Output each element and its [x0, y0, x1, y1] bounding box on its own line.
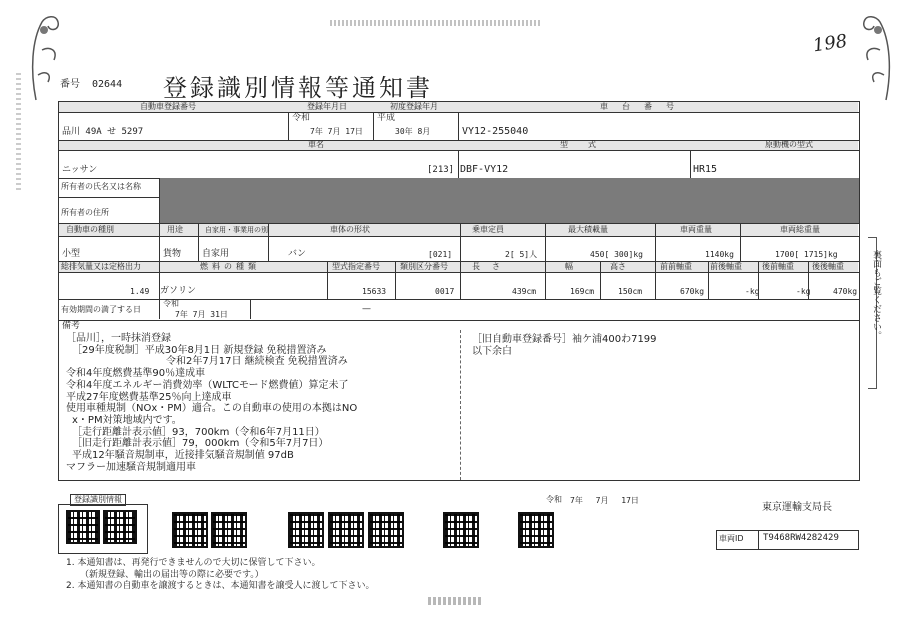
length: 439cm: [512, 287, 537, 296]
footnotes: [66, 558, 374, 593]
footnote-line: 2. 本通知書の自動車を譲渡するときは、本通知書を譲受人に渡して下さい。: [66, 581, 375, 591]
use-sub-label: 自家用・事業用の別: [205, 226, 268, 234]
remarks-line: x・PM対策地域内です。: [72, 414, 182, 426]
displacement-label: 総排気量又は定格出力: [61, 262, 141, 271]
qr-code: [211, 512, 247, 548]
doc-number: 02644: [92, 79, 123, 90]
expiry-right: —: [362, 304, 371, 314]
engine: HR15: [693, 164, 718, 175]
redaction-block: [160, 178, 859, 223]
fuel: ガソリン: [160, 286, 197, 296]
qr-code: [66, 510, 100, 544]
remarks-line: 令和4年度燃費基準90％達成車: [66, 368, 206, 380]
top-border-ornament: [330, 20, 540, 26]
remarks-line: 平成27年度燃費基準25％向上達成車: [66, 391, 232, 403]
qr-code: [288, 512, 324, 548]
expiry-label: 有効期間の満了する日: [61, 305, 141, 314]
remarks-right-line: ［旧自動車登録番号］袖ケ浦400わ7199: [472, 334, 657, 345]
length-label: 長さ: [472, 262, 512, 271]
reg-info-label: 登録識別情報: [70, 494, 126, 506]
weight-label: 車両重量: [680, 225, 712, 234]
gross-weight: 1700[ 1715]kg: [775, 250, 838, 259]
vehicle-type: 小型: [62, 249, 81, 259]
remarks-line: ［旧走行距離計表示値］79，000km（令和5年7月7日）: [72, 438, 329, 450]
height-label: 高さ: [610, 262, 626, 271]
footnote-line: 1. 本通知書は、再発行できませんので大切に保管して下さい。: [66, 558, 321, 568]
engine-label: 原動機の型式: [765, 140, 813, 149]
ff-axle-label: 前前軸重: [660, 262, 692, 271]
side-note: 裏面もご覧ください。: [871, 250, 881, 340]
chassis-number: VY12-255040: [462, 126, 529, 137]
model-code: [213]: [427, 165, 455, 175]
reg-number-label: 自動車登録番号: [140, 102, 196, 111]
remarks-line: ［29年度税制］平成30年8月1日 新規登録 免税措置済み: [72, 344, 327, 356]
remarks-line: 平成12年騒音規制車，近接排気騒音規制値 97dB: [72, 450, 294, 462]
corner-ornament-left: [28, 10, 68, 105]
vehicle-id: T9468RW4282429: [763, 533, 839, 543]
remarks-line: ［走行距離計表示値］93，700km（令和6年7月11日）: [72, 426, 325, 438]
height: 150cm: [618, 287, 643, 296]
corner-ornament-right: [850, 10, 895, 105]
qr-code: [103, 510, 137, 544]
type-designation: 15633: [362, 287, 387, 296]
ff-axle: 670kg: [680, 287, 705, 296]
category-label: 類別区分番号: [400, 262, 448, 271]
remarks-line: マフラー加速騒音規制適用車: [66, 461, 196, 473]
use-sub: 自家用: [202, 249, 230, 259]
maker-label: 車名: [308, 140, 324, 149]
first-reg-label: 初度登録年月: [390, 102, 438, 111]
remarks-line: 使用車種規制（NOx・PM）適合。この自動車の使用の本拠はNO: [66, 403, 358, 415]
type-designation-label: 型式指定番号: [332, 262, 380, 271]
doc-number-label: 番号: [60, 79, 80, 90]
category: 0017: [435, 287, 455, 296]
body-shape-label: 車体の形状: [330, 225, 370, 234]
left-border-ornament: [16, 70, 21, 190]
remarks-right-line: 以下余白: [472, 346, 512, 357]
qr-code: [368, 512, 404, 548]
bottom-seal: [428, 597, 483, 605]
qr-code: [518, 512, 554, 548]
owner-name-label: 所有者の氏名又は名称: [61, 182, 141, 191]
footnote-line: （新規登録、輸出の届出等の際に必要です。）: [80, 569, 264, 580]
issuer: 東京運輸支局長: [762, 502, 832, 513]
fr-axle: -kg: [745, 287, 760, 296]
max-load: 450[ 300]kg: [590, 250, 643, 259]
owner-address-label: 所有者の住所: [61, 208, 109, 217]
width-label: 幅: [565, 262, 573, 271]
capacity: 2[ 5]人: [505, 250, 538, 259]
remarks-line: 令和2年7月17日 継続検査 免税措置済み: [166, 356, 348, 368]
rf-axle: -kg: [796, 287, 811, 296]
rr-axle-label: 後後軸重: [812, 262, 844, 271]
reg-date: 7年 7月 17日: [310, 127, 363, 136]
use: 貨物: [163, 249, 182, 259]
qr-code: [328, 512, 364, 548]
capacity-label: 乗車定員: [472, 225, 504, 234]
reg-number: 品川 49A せ 5297: [62, 127, 144, 137]
handwritten-note: 198: [811, 30, 849, 57]
maker: ニッサン: [62, 165, 98, 175]
remarks-list: [66, 333, 357, 473]
expiry-era: 令和: [163, 299, 179, 308]
gross-weight-label: 車両総重量: [780, 225, 820, 234]
expiry-date: 7年 7月 31日: [175, 310, 228, 319]
first-reg-era: 平成: [377, 113, 396, 123]
max-load-label: 最大積載量: [568, 225, 608, 234]
rf-axle-label: 後前軸重: [762, 262, 794, 271]
body-code: [021]: [428, 250, 453, 259]
model-label: 型式: [560, 140, 616, 149]
issue-date: 7年 7月 17日: [570, 496, 639, 505]
qr-code: [443, 512, 479, 548]
fuel-label: 燃料の種類: [200, 262, 260, 271]
displacement: 1.49: [130, 287, 150, 296]
weight: 1140kg: [705, 250, 734, 259]
reg-date-era: 令和: [292, 113, 311, 123]
page-title: 登録識別情報等通知書: [163, 74, 433, 102]
first-reg: 30年 8月: [395, 127, 431, 136]
reg-date-label: 登録年月日: [307, 102, 347, 111]
rr-axle: 470kg: [833, 287, 858, 296]
remarks-line: 令和4年度エネルギー消費効率（WLTCモード燃費値）算定未了: [66, 379, 349, 391]
qr-code: [172, 512, 208, 548]
model: DBF-VY12: [460, 164, 509, 175]
remarks-line: ［品川］，一時抹消登録: [66, 333, 171, 344]
vehicle-type-label: 自動車の種別: [66, 225, 114, 234]
remarks-right-list: [472, 334, 657, 358]
fr-axle-label: 前後軸重: [710, 262, 742, 271]
issue-date-era: 令和: [546, 495, 562, 504]
remarks-label: 備考: [62, 321, 81, 331]
body-shape: バン: [288, 249, 307, 259]
chassis-label: 車台番号: [600, 102, 688, 111]
vehicle-id-label: 車両ID: [719, 534, 744, 543]
width: 169cm: [570, 287, 595, 296]
use-label: 用途: [167, 225, 183, 234]
